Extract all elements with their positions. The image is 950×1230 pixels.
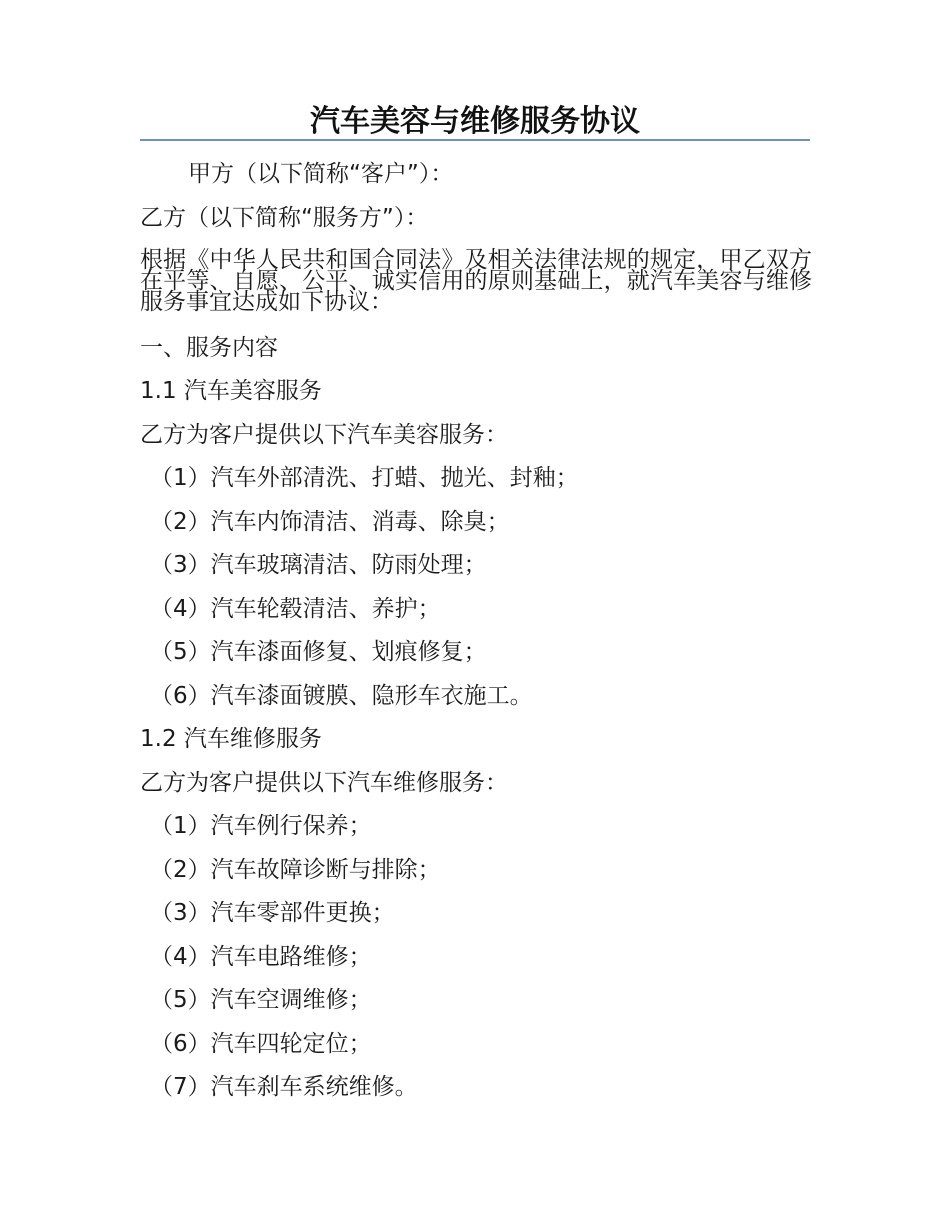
list-item: （1）汽车例行保养； bbox=[150, 813, 372, 839]
party-a-line: 甲方（以下简称“客户”）： bbox=[188, 161, 454, 187]
title-underline bbox=[140, 139, 810, 141]
list-item: （6）汽车漆面镀膜、隐形车衣施工。 bbox=[150, 683, 533, 709]
list-item: （7）汽车刹车系统维修。 bbox=[150, 1074, 418, 1100]
party-b-line: 乙方（以下简称“服务方”）： bbox=[140, 205, 429, 231]
document-title: 汽车美容与维修服务协议 bbox=[310, 104, 640, 139]
list-item: （5）汽车空调维修； bbox=[150, 987, 372, 1013]
list-item: （2）汽车内饰清洁、消毒、除臭； bbox=[150, 509, 510, 535]
list-item: （5）汽车漆面修复、划痕修复； bbox=[150, 639, 487, 665]
list-item: （3）汽车零部件更换； bbox=[150, 900, 395, 926]
list-item: （6）汽车四轮定位； bbox=[150, 1031, 372, 1057]
subsection-1-1-heading: 1.1 汽车美容服务 bbox=[140, 378, 322, 404]
list-item: （4）汽车轮毂清洁、养护； bbox=[150, 596, 441, 622]
subsection-1-2-heading: 1.2 汽车维修服务 bbox=[140, 726, 322, 752]
preamble-paragraph: 根据《中华人民共和国合同法》及相关法律法规的规定，甲乙双方在平等、自愿、公平、诚实信用的原则基础上，就汽车美容与维修服务事宜达成如下协议： bbox=[140, 247, 812, 315]
subsection-1-1-intro: 乙方为客户提供以下汽车美容服务： bbox=[140, 422, 508, 448]
list-item: （4）汽车电路维修； bbox=[150, 944, 372, 970]
subsection-1-2-intro: 乙方为客户提供以下汽车维修服务： bbox=[140, 770, 508, 796]
section-1-heading: 一、服务内容 bbox=[140, 335, 278, 361]
list-item: （1）汽车外部清洗、打蜡、抛光、封釉； bbox=[150, 465, 579, 491]
list-item: （3）汽车玻璃清洁、防雨处理； bbox=[150, 552, 487, 578]
list-item: （2）汽车故障诊断与排除； bbox=[150, 857, 441, 883]
